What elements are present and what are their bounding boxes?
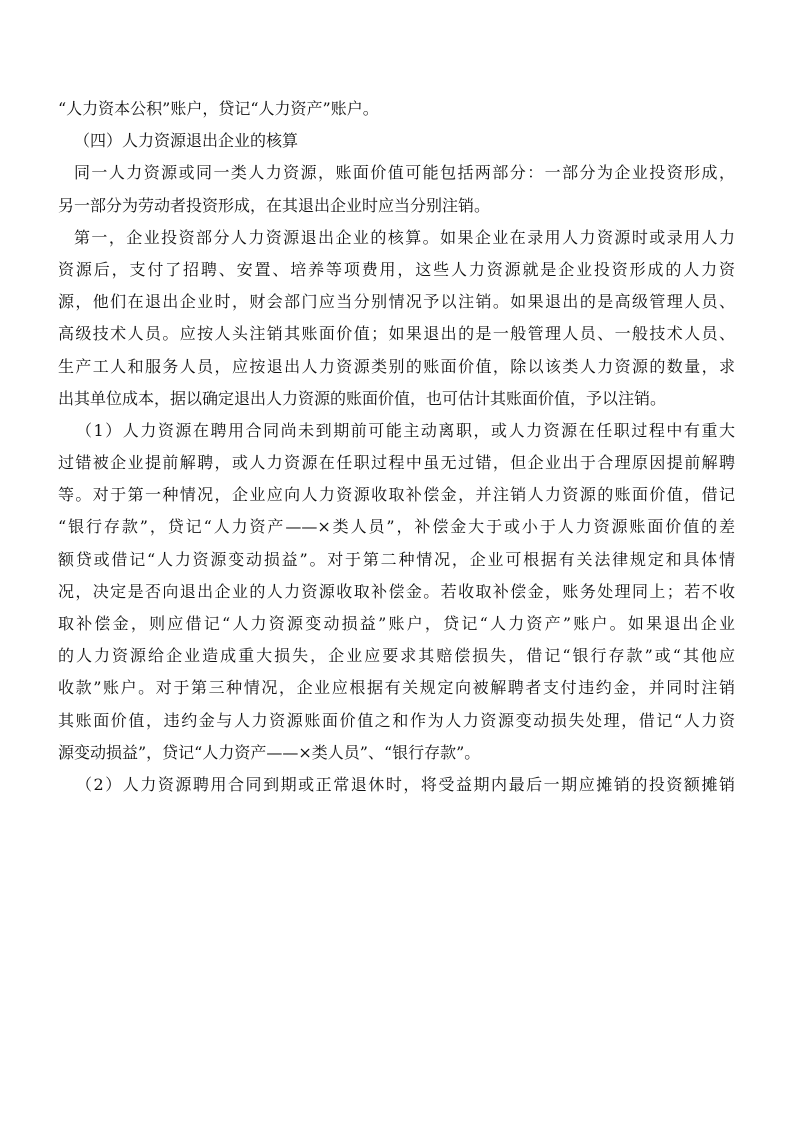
text-line: “人力资本公积”账户，贷记“人力资产”账户。	[58, 99, 379, 118]
text-line: 等。对于第一种情况，企业应向人力资源收取补偿金，并注销人力资源的账面价值，借记	[58, 485, 735, 505]
text-line: 其账面价值，违约金与人力资源账面价值之和作为人力资源变动损失处理，借记“人力资	[58, 710, 735, 730]
text-line: 同一人力资源或同一类人力资源，账面价值可能包括两部分：一部分为企业投资形成，	[74, 163, 735, 183]
text-line: 况，决定是否向退出企业的人力资源收取补偿金。若收取补偿金，账务处理同上；若不收	[58, 581, 735, 601]
text-line: 高级技术人员。应按人头注销其账面价值；如果退出的是一般管理人员、一般技术人员、	[58, 324, 735, 344]
text-line: 第一，企业投资部分人力资源退出企业的核算。如果企业在录用人力资源时或录用人力	[74, 227, 735, 247]
text-line: 另一部分为劳动者投资形成，在其退出企业时应当分别注销。	[58, 195, 491, 215]
text-line: （2）人力资源聘用合同到期或正常退休时，将受益期内最后一期应摊销的投资额摊销	[76, 774, 735, 794]
text-line: 取补偿金，则应借记“人力资源变动损益”账户，贷记“人力资产”账户。如果退出企业	[58, 614, 735, 633]
text-line: 的人力资源给企业造成重大损失，企业应要求其赔偿损失，借记“银行存款”或“其他应	[58, 646, 735, 666]
text-line: 收款”账户。对于第三种情况，企业应根据有关规定向被解聘者支付违约金，并同时注销	[58, 678, 735, 698]
section-heading: （四）人力资源退出企业的核算	[74, 131, 299, 151]
text-line: 过错被企业提前解聘，或人力资源在任职过程中虽无过错，但企业出于合理原因提前解聘	[58, 453, 735, 473]
text-line: 出其单位成本，据以确定退出人力资源的账面价值，也可估计其账面价值，予以注销。	[58, 388, 667, 408]
document-body	[58, 101, 735, 809]
text-line: “银行存款”，贷记“人力资产——×类人员”，补偿金大于或小于人力资源账面价值的差	[58, 517, 735, 537]
text-line: 资源后，支付了招聘、安置、培养等项费用，这些人力资源就是企业投资形成的人力资	[58, 259, 735, 279]
text-line: 源，他们在退出企业时，财会部门应当分别情况予以注销。如果退出的是高级管理人员、	[58, 292, 735, 312]
text-line: （1）人力资源在聘用合同尚未到期前可能主动离职，或人力资源在任职过程中有重大	[76, 420, 735, 440]
text-line: 额贷或借记“人力资源变动损益”。对于第二种情况，企业可根据有关法律规定和具体情	[58, 549, 735, 569]
text-line: 源变动损益”，贷记“人力资产——×类人员”、“银行存款”。	[58, 742, 481, 762]
text-line: 生产工人和服务人员，应按退出人力资源类别的账面价值，除以该类人力资源的数量，求	[58, 356, 735, 376]
